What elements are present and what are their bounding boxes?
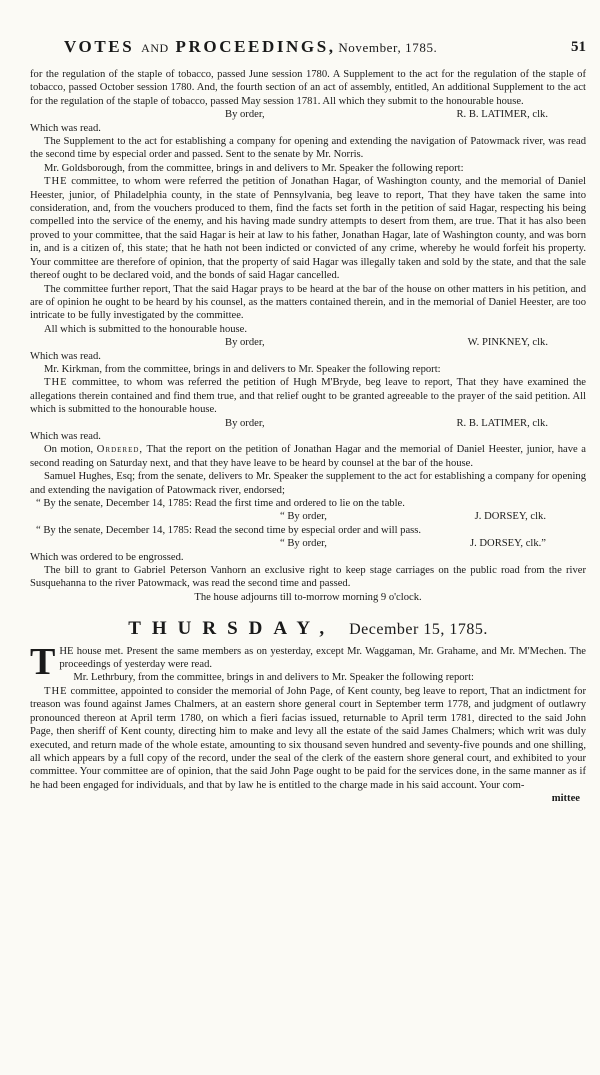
paragraph: for the regulation of the staple of tobacco, passed June session 1780. A Supplement to the act for the regulation of the staple of tobacco, passed October session 1780. And, the fourth section of an act of assembly, entitled, An additional Supplement to the act for the regulation of the staple of tobacco, passed May session 1781. All which they submit to the honourable house. bbox=[30, 69, 586, 107]
senate-endorsement: “ By the senate, December 14, 1785: Read the second time by especial order and will pass. bbox=[36, 524, 422, 536]
senate-endorsement: “ By the senate, December 14, 1785: Read the first time and ordered to lie on the table. bbox=[36, 498, 405, 509]
signature-line bbox=[30, 336, 586, 349]
report-lead-caps: THE bbox=[44, 685, 68, 697]
paragraph: All which is submitted to the honourable house. bbox=[44, 323, 248, 335]
ordered-word: Ordered, bbox=[96, 444, 144, 456]
signature-clerk: J. DORSEY, clk.” bbox=[469, 538, 546, 550]
signature-line bbox=[30, 108, 586, 121]
catchword: mittee bbox=[551, 793, 580, 805]
running-date: November, 1785. bbox=[338, 40, 438, 55]
order-lead: On motion, bbox=[44, 444, 97, 456]
signature-line bbox=[30, 417, 586, 430]
paragraph-text: HE house met. Present the same members as on yesterday, except Mr. Waggaman, Mr. Grahame, and Mr. M'Mechen. The proceedings of yesterday were read. bbox=[59, 645, 586, 671]
adjournment-line: The house adjourns till to-morrow morning 9 o'clock. bbox=[194, 591, 422, 603]
paragraph: The bill to grant to Gabriel Peterson Vanhorn an exclusive right to keep stage carriages on the public road from the river Susquehanna to the river Patowmack, was read the second time and passed. bbox=[30, 565, 586, 590]
report-text: committee, to whom were referred the petition of Jonathan Hagar, of Washington county, and the memorial of Daniel Heester, junior, of Philadelphia county, in the state of Pennsylvania, beg leave to report, That they have taken the same into consideration, and, from the vouchers produced to them, find the facts set forth in the petition of said Hagar, respecting his being compelled into the service of the enemy, and his having made sundry attempts to desert from them, are true. That it has also been proved to your committee, that the said Hagar is heir at law to his father, Jonathan Hagar, late of Washington county, and was born in, and is a citizen of, this state; that he hath not been indicted or convicted of any crime, whereby he would forfeit his property. Your committee are therefore of opinion, that the property of said Hagar was illegally taken and sold by the state, and that the sale thereof ought to be declared void, and the bonds of said Hagar cancelled. bbox=[30, 176, 586, 282]
title-and: AND bbox=[141, 41, 169, 55]
running-title bbox=[64, 37, 336, 56]
signature-by-order: “ By order, bbox=[280, 511, 327, 523]
running-header bbox=[64, 37, 588, 62]
report-paragraph bbox=[30, 685, 586, 792]
signature-by-order: By order, bbox=[225, 109, 265, 121]
signature-clerk: R. B. LATIMER, clk. bbox=[456, 109, 548, 121]
signature-by-order: By order, bbox=[225, 417, 265, 429]
paragraph: Which was read. bbox=[30, 122, 101, 134]
paragraph: The committee further report, That the said Hagar prays to be heard at the bar of the house on other matters in his petition, and are of opinion he ought to be heard by his counsel, as the matters contained therein, and in the memorial of Daniel Heester, are too intricate to be fully investigated by the committee. bbox=[30, 283, 586, 322]
report-lead-caps: THE bbox=[44, 176, 68, 188]
order-paragraph bbox=[30, 443, 586, 470]
order-text: That the report on the petition of Jonathan Hagar and the memorial of Daniel Heester, junior, have a second reading on Saturday next, and that they have leave to be heard by counsel at the bar of the house. bbox=[30, 444, 586, 469]
signature-clerk: J. DORSEY, clk. bbox=[474, 511, 546, 523]
report-text: committee, appointed to consider the memorial of John Page, of Kent county, beg leave to report, That an indictment for treason was found against James Chalmers, at an eastern shore general court in September term 1778, and judgment of outlawry pronounced thereon at April term 1780, on which a fieri facias issued, returnable to April term 1781, directed to the said John Page, then sheriff of Kent county, directing him to make and levy all the estate of the said James Chalmers; which writ was duly executed, and return made of the whole estate, amounting to six thousand seven hundred and seventy-five pounds and one shilling, all which appears by a full copy of the record, under the seal of the clerk of the eastern shore general court, and exhibited to your committee. Your committee are of opinion, that the said John Page ought to be paid for the services done, in the same manner as if he had been engaged for individuals, and that by law he is entitled to the charge made in his said account. Your com- bbox=[30, 685, 586, 791]
paragraph: Mr. Goldsborough, from the committee, brings in and delivers to Mr. Speaker the following report: bbox=[44, 162, 464, 174]
title-proceedings: PROCEEDINGS, bbox=[175, 37, 336, 56]
body-text bbox=[30, 68, 586, 806]
paragraph: Samuel Hughes, Esq; from the senate, delivers to Mr. Speaker the supplement to the act for establishing a company for opening and extending the navigation of Patowmack river, endorsed; bbox=[30, 471, 586, 496]
day-heading bbox=[30, 618, 586, 640]
report-paragraph bbox=[30, 175, 586, 282]
signature-clerk: R. B. LATIMER, clk. bbox=[456, 417, 548, 429]
signature-line bbox=[30, 537, 586, 550]
day-name: THURSDAY, bbox=[128, 618, 336, 640]
report-text: committee, to whom was referred the petition of Hugh M'Bryde, beg leave to report, That they have examined the allegations therein contained and find them true, and that relief ought to be granted agreeable to the prayer of the said petition. All which is submitted to the honourable house. bbox=[30, 377, 586, 416]
title-votes: VOTES bbox=[64, 37, 135, 56]
report-lead-caps: THE bbox=[44, 377, 68, 389]
paragraph: Which was ordered to be engrossed. bbox=[30, 551, 184, 563]
paragraph: Which was read. bbox=[30, 350, 101, 362]
paragraph: Which was read. bbox=[30, 430, 101, 442]
paragraph: Mr. Kirkman, from the committee, brings in and delivers to Mr. Speaker the following report: bbox=[44, 363, 441, 375]
paragraph: The Supplement to the act for establishing a company for opening and extending the navigation of Patowmack river, was read the second time by especial order and passed. Sent to the senate by Mr. Norris. bbox=[30, 136, 586, 161]
paragraph: Mr. Lethrbury, from the committee, brings in and delivers to Mr. Speaker the following report: bbox=[73, 672, 474, 684]
signature-line bbox=[30, 510, 586, 523]
report-paragraph bbox=[30, 376, 586, 416]
signature-by-order: By order, bbox=[225, 337, 265, 349]
day-date: December 15, 1785. bbox=[349, 621, 488, 639]
drop-cap: T bbox=[30, 640, 56, 683]
signature-clerk: W. PINKNEY, clk. bbox=[467, 337, 548, 349]
page-number: 51 bbox=[571, 39, 586, 55]
signature-by-order: “ By order, bbox=[280, 538, 327, 550]
